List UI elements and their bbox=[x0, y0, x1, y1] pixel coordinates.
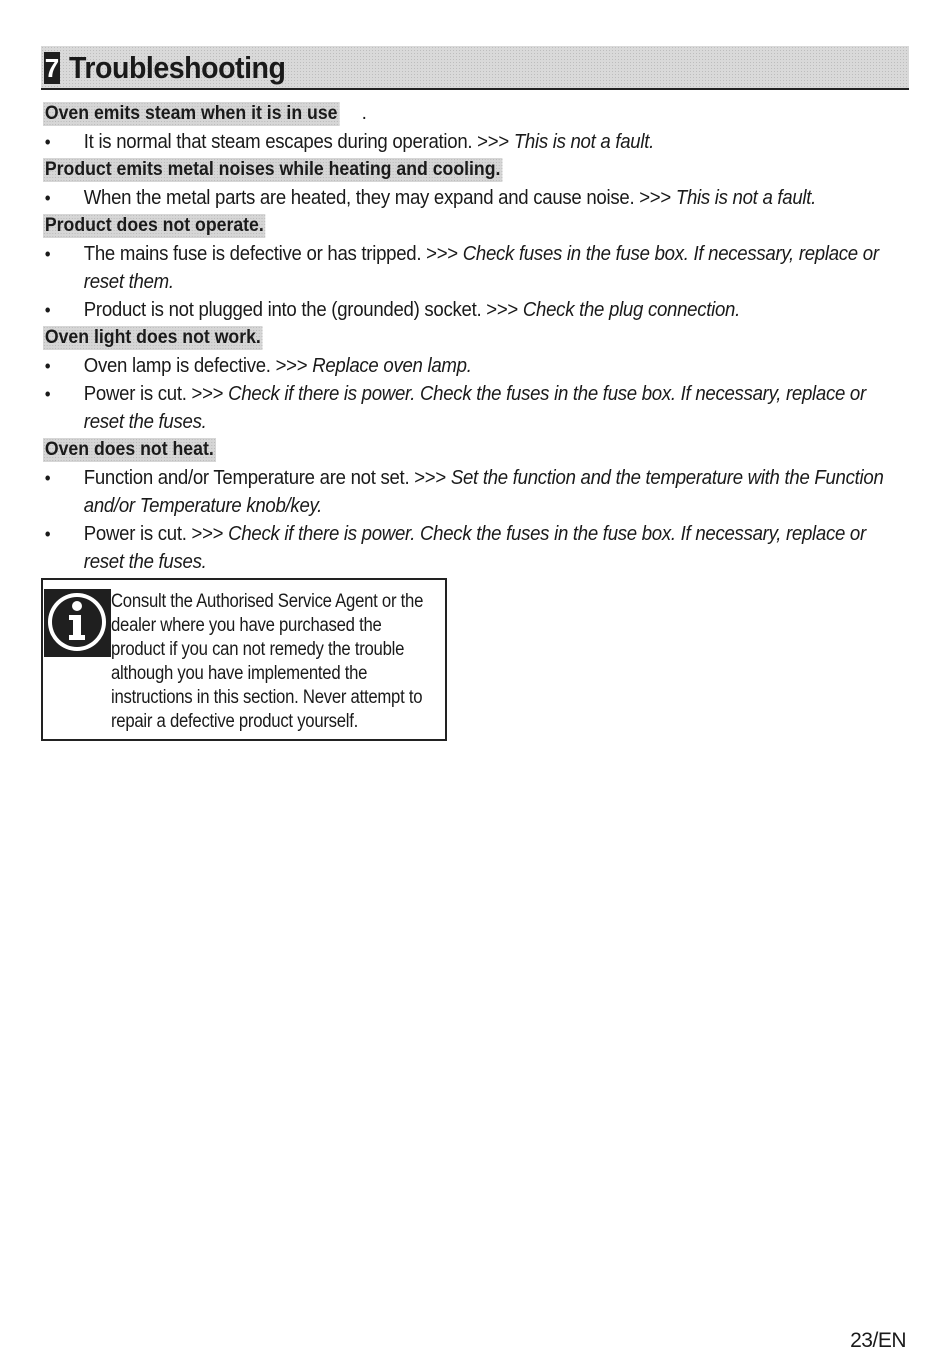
cause-text: Product is not plugged into the (grounded) socket. >>> bbox=[83, 299, 523, 321]
remedy-text: Check if there is power. Check the fuses in the fuse box. If necessary, replace or reset the fuses. bbox=[83, 523, 866, 573]
cause-text: It is normal that steam escapes during operation. >>> bbox=[83, 131, 514, 153]
problem-block bbox=[41, 212, 911, 324]
problem-heading-row bbox=[41, 212, 911, 240]
problem-items bbox=[41, 128, 911, 156]
problem-heading: Oven light does not work. bbox=[44, 327, 261, 348]
info-note-box bbox=[41, 578, 447, 741]
cause-text: When the metal parts are heated, they may expand and cause noise. >>> bbox=[83, 187, 676, 209]
bullet: • bbox=[44, 356, 51, 376]
problem-heading-row bbox=[41, 324, 911, 352]
remedy-text: This is not a fault. bbox=[513, 131, 655, 153]
bullet: • bbox=[44, 132, 51, 152]
remedy-text: This is not a fault. bbox=[675, 187, 817, 209]
cause-text: Power is cut. >>> bbox=[83, 523, 229, 545]
list-item bbox=[41, 128, 892, 156]
problem-heading: Product emits metal noises while heating and cooling. bbox=[44, 159, 501, 180]
problem-items bbox=[41, 240, 911, 324]
info-icon bbox=[44, 589, 111, 657]
list-item bbox=[41, 380, 892, 436]
section-number: 7 bbox=[44, 53, 60, 83]
list-item bbox=[41, 184, 892, 212]
page-number: 23/EN bbox=[850, 1329, 906, 1352]
info-text: Consult the Authorised Service Agent or the dealer where you have purchased the product if you can not remedy the trouble although you have implemented the instructions in this section. Never attempt to repair a defective product yourself. bbox=[111, 591, 424, 732]
bullet: • bbox=[44, 300, 51, 320]
list-item bbox=[41, 520, 892, 576]
info-icon-graphic bbox=[44, 589, 111, 657]
list-item bbox=[41, 352, 892, 380]
list-item bbox=[41, 240, 892, 296]
troubleshooting-list bbox=[41, 100, 911, 576]
problem-heading-row bbox=[41, 436, 911, 464]
heading-trailing: . bbox=[361, 103, 367, 124]
list-item bbox=[41, 296, 892, 324]
bullet: • bbox=[44, 188, 51, 208]
remedy-text: Check if there is power. Check the fuses in the fuse box. If necessary, replace or reset the fuses. bbox=[83, 383, 866, 433]
bullet: • bbox=[44, 468, 51, 488]
section-header bbox=[41, 46, 909, 90]
problem-block bbox=[41, 436, 911, 576]
problem-items bbox=[41, 464, 911, 576]
problem-heading: Product does not operate. bbox=[44, 215, 264, 236]
cause-text: Power is cut. >>> bbox=[83, 383, 229, 405]
problem-heading-row bbox=[41, 156, 911, 184]
bullet: • bbox=[44, 524, 51, 544]
bullet: • bbox=[44, 244, 51, 264]
problem-heading: Oven does not heat. bbox=[44, 439, 214, 460]
cause-text: Oven lamp is defective. >>> bbox=[83, 355, 313, 377]
remedy-text: Set the function and the temperature with the Function and/or Temperature knob/key. bbox=[83, 467, 884, 517]
problem-block bbox=[41, 100, 911, 156]
problem-block bbox=[41, 156, 911, 212]
problem-items bbox=[41, 352, 911, 436]
cause-text: The mains fuse is defective or has tripped. >>> bbox=[83, 243, 463, 265]
remedy-text: Check the plug connection. bbox=[522, 299, 741, 321]
cause-text: Function and/or Temperature are not set. >>> bbox=[83, 467, 451, 489]
section-title: Troubleshooting bbox=[69, 50, 286, 85]
bullet: • bbox=[44, 384, 51, 404]
problem-block bbox=[41, 324, 911, 436]
remedy-text: Replace oven lamp. bbox=[312, 355, 472, 377]
problem-heading: Oven emits steam when it is in use bbox=[44, 103, 338, 124]
remedy-text: Check fuses in the fuse box. If necessary, replace or reset them. bbox=[83, 243, 879, 293]
problem-heading-row bbox=[41, 100, 911, 128]
problem-items bbox=[41, 184, 911, 212]
list-item bbox=[41, 464, 892, 520]
